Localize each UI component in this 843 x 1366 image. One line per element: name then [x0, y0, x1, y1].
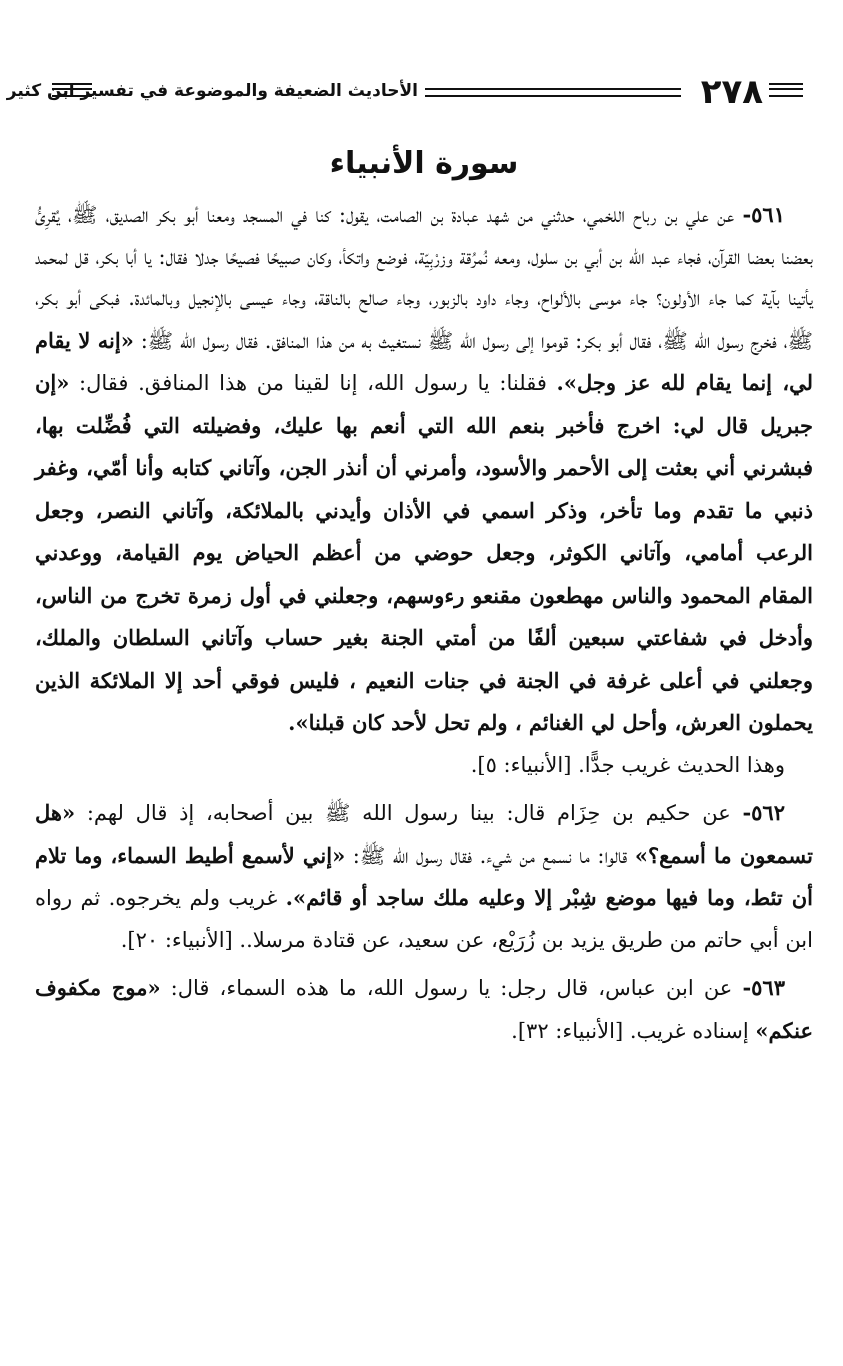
prophet-quote: «إنه لا يقام لي، إنما يقام لله عز وجل». [35, 327, 813, 395]
running-title: الأحاديث الضعيفة والموضوعة في تفسير ابن كثير [6, 81, 418, 101]
header-rule-right [769, 88, 803, 90]
hadith-text: فقلنا: يا رسول الله، إنا لقينا من هذا المنافق. فقال: [69, 371, 557, 395]
page-header [6, 70, 813, 114]
header-rule-middle [425, 88, 681, 90]
hadith-563 [35, 967, 813, 1052]
hadith-number: ٥٦٣- [742, 975, 785, 1000]
page-number: ٢٧٨ [700, 72, 763, 112]
body-text [35, 194, 813, 1052]
hadith-562 [35, 792, 813, 961]
hadith-number: ٥٦١- [742, 202, 785, 227]
hadith-number: ٥٦٢- [742, 800, 785, 825]
prophet-quote: «هل تسمعون ما أسمع؟» [35, 800, 813, 868]
hadith-text: إسناده غريب. [الأنبياء: ٣٢]. [511, 1018, 756, 1043]
grading-text: وهذا الحديث غريب جدًّا. [الأنبياء: ٥]. [470, 752, 785, 777]
hadith-text: غريب ولم يخرجوه. ثم رواه ابن أبي حاتم من طريق يزيد بن زُرَيْع، عن سعيد، عن قتادة مرسلا.. [الأنبياء: ٢٠]. [35, 886, 813, 952]
header-rule-left [52, 88, 92, 90]
hadith-grading [35, 745, 813, 787]
hadith-text: عن علي بن رباح اللخمي، حدثني من شهد عبادة بن الصامت، يقول: كنا في المسجد ومعنا أبو بكر الصديق، ﷺ، يُقرِئُ بعضنا بعضا القرآن، فجاء عبد الله بن أبي بن سلول، ومعه نُمرُقة وزرْبِيّة، فوضع واتكأ، وكان صبيحًا فصيحًا جدلا فقال: يا أبا بكر، قل لمحمد يأتينا بآية كما جاء الأولون؟ جاء موسى بالألواح، وجاء داود بالزبور، وجاء صالح بالناقة، وجاء عيسى بالإنجيل وبالمائدة. فبكى أبو بكر، ﷺ، فخرج رسول الله ﷺ، فقال أبو بكر: قوموا إلى رسول الله ﷺ نستغيث به من هذا المنافق. فقال رسول الله ﷺ: [35, 203, 814, 353]
hadith-text: عن ابن عباس، قال رجل: يا رسول الله، ما هذه السماء، قال: [160, 976, 743, 1000]
hadith-text: قالوا: ما نسمع من شيء. فقال رسول الله ﷺ: [345, 843, 635, 868]
hadith-561 [35, 194, 813, 745]
hadith-text: عن حكيم بن حِزَام قال: بينا رسول الله ﷺ بين أصحابه، إذ قال لهم: [75, 801, 743, 825]
prophet-quote: «إني لأسمع أطيط السماء، وما تلام أن تئط، وما فيها موضع شِبْر إلا وعليه ملك ساجد أو قائم». [35, 842, 813, 910]
surah-title: سورة الأنبياء [329, 146, 519, 181]
prophet-quote: «إن جبريل قال لي: اخرج فأخبر بنعم الله التي أنعم بها عليك، وفضيلته التي فُضِّلت بها، فبشرني أني بعثت إلى الأحمر والأسود، وأمرني أن أنذر الجن، وآتاني كتابه وأنا أمّي، وغفر ذنبي ما تقدم وما تأخر، وذكر اسمي في الأذان وأيدني بالملائكة، وآتاني النصر، وجعل الرعب أمامي، وآتاني الكوثر، وجعل حوضي من أعظم الحياض يوم القيامة، ووعدني المقام المحمود والناس مهطعون مقنعو رءوسهم، وجعلني في أول زمرة تخرج من الناس، وأدخل في شفاعتي سبعين ألفًا من أمتي الجنة بغير حساب وآتاني السلطان والملك، وجعلني في أعلى غرفة في الجنة في جنات النعيم ، فليس فوقي أحد إلا الملائكة الذين يحملون العرش، وأحل لي الغنائم ، ولم تحل لأحد كان قبلنا». [35, 370, 813, 735]
prophet-quote: «موج مكفوف عنكم» [35, 975, 813, 1043]
